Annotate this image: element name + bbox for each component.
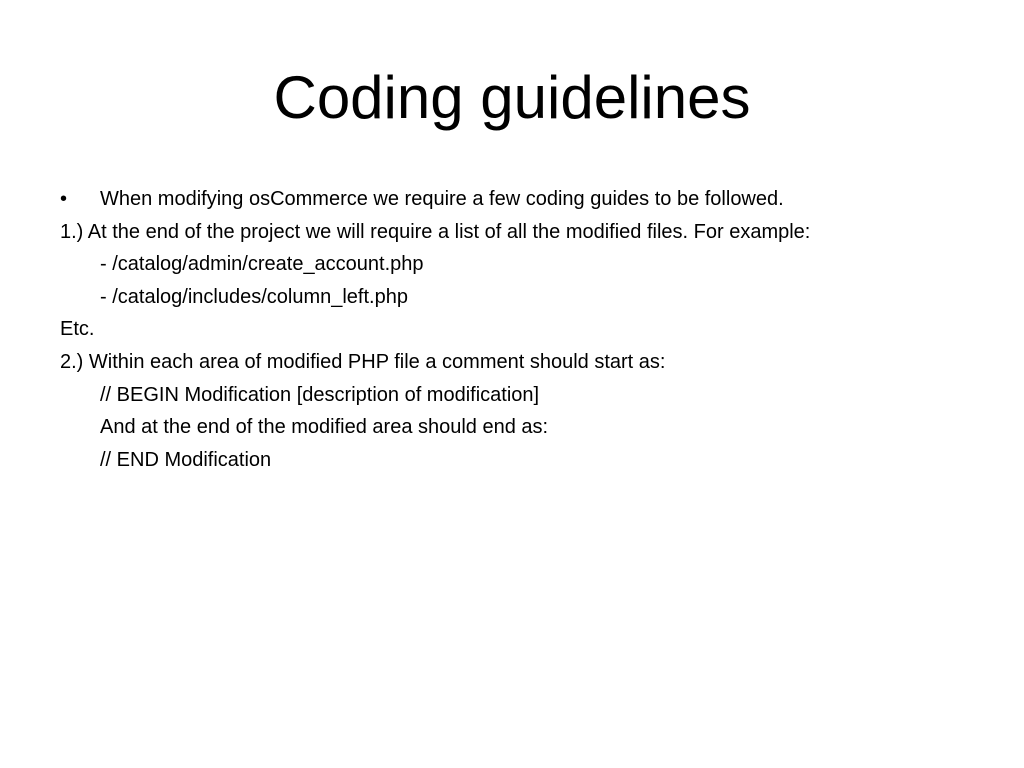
slide-body bbox=[60, 183, 1000, 476]
bullet-item bbox=[60, 183, 1000, 216]
code-comment-line: // BEGIN Modification [description of modification] bbox=[100, 383, 540, 406]
text-line: 2.) Within each area of modified PHP file a comment should start as: bbox=[60, 350, 666, 373]
slide-title: Coding guidelines bbox=[273, 64, 751, 131]
bullet-text: When modifying osCommerce we require a few coding guides to be followed. bbox=[100, 188, 784, 210]
text-line: 1.) At the end of the project we will require a list of all the modified files. For example: bbox=[60, 220, 811, 243]
code-comment-line: // END Modification bbox=[100, 448, 272, 471]
text-line: And at the end of the modified area should end as: bbox=[100, 416, 549, 439]
bullet-icon: • bbox=[60, 188, 68, 210]
file-path-line: - /catalog/includes/column_left.php bbox=[100, 285, 408, 308]
file-path-line: - /catalog/admin/create_account.php bbox=[100, 253, 424, 276]
text-line: Etc. bbox=[60, 318, 95, 341]
